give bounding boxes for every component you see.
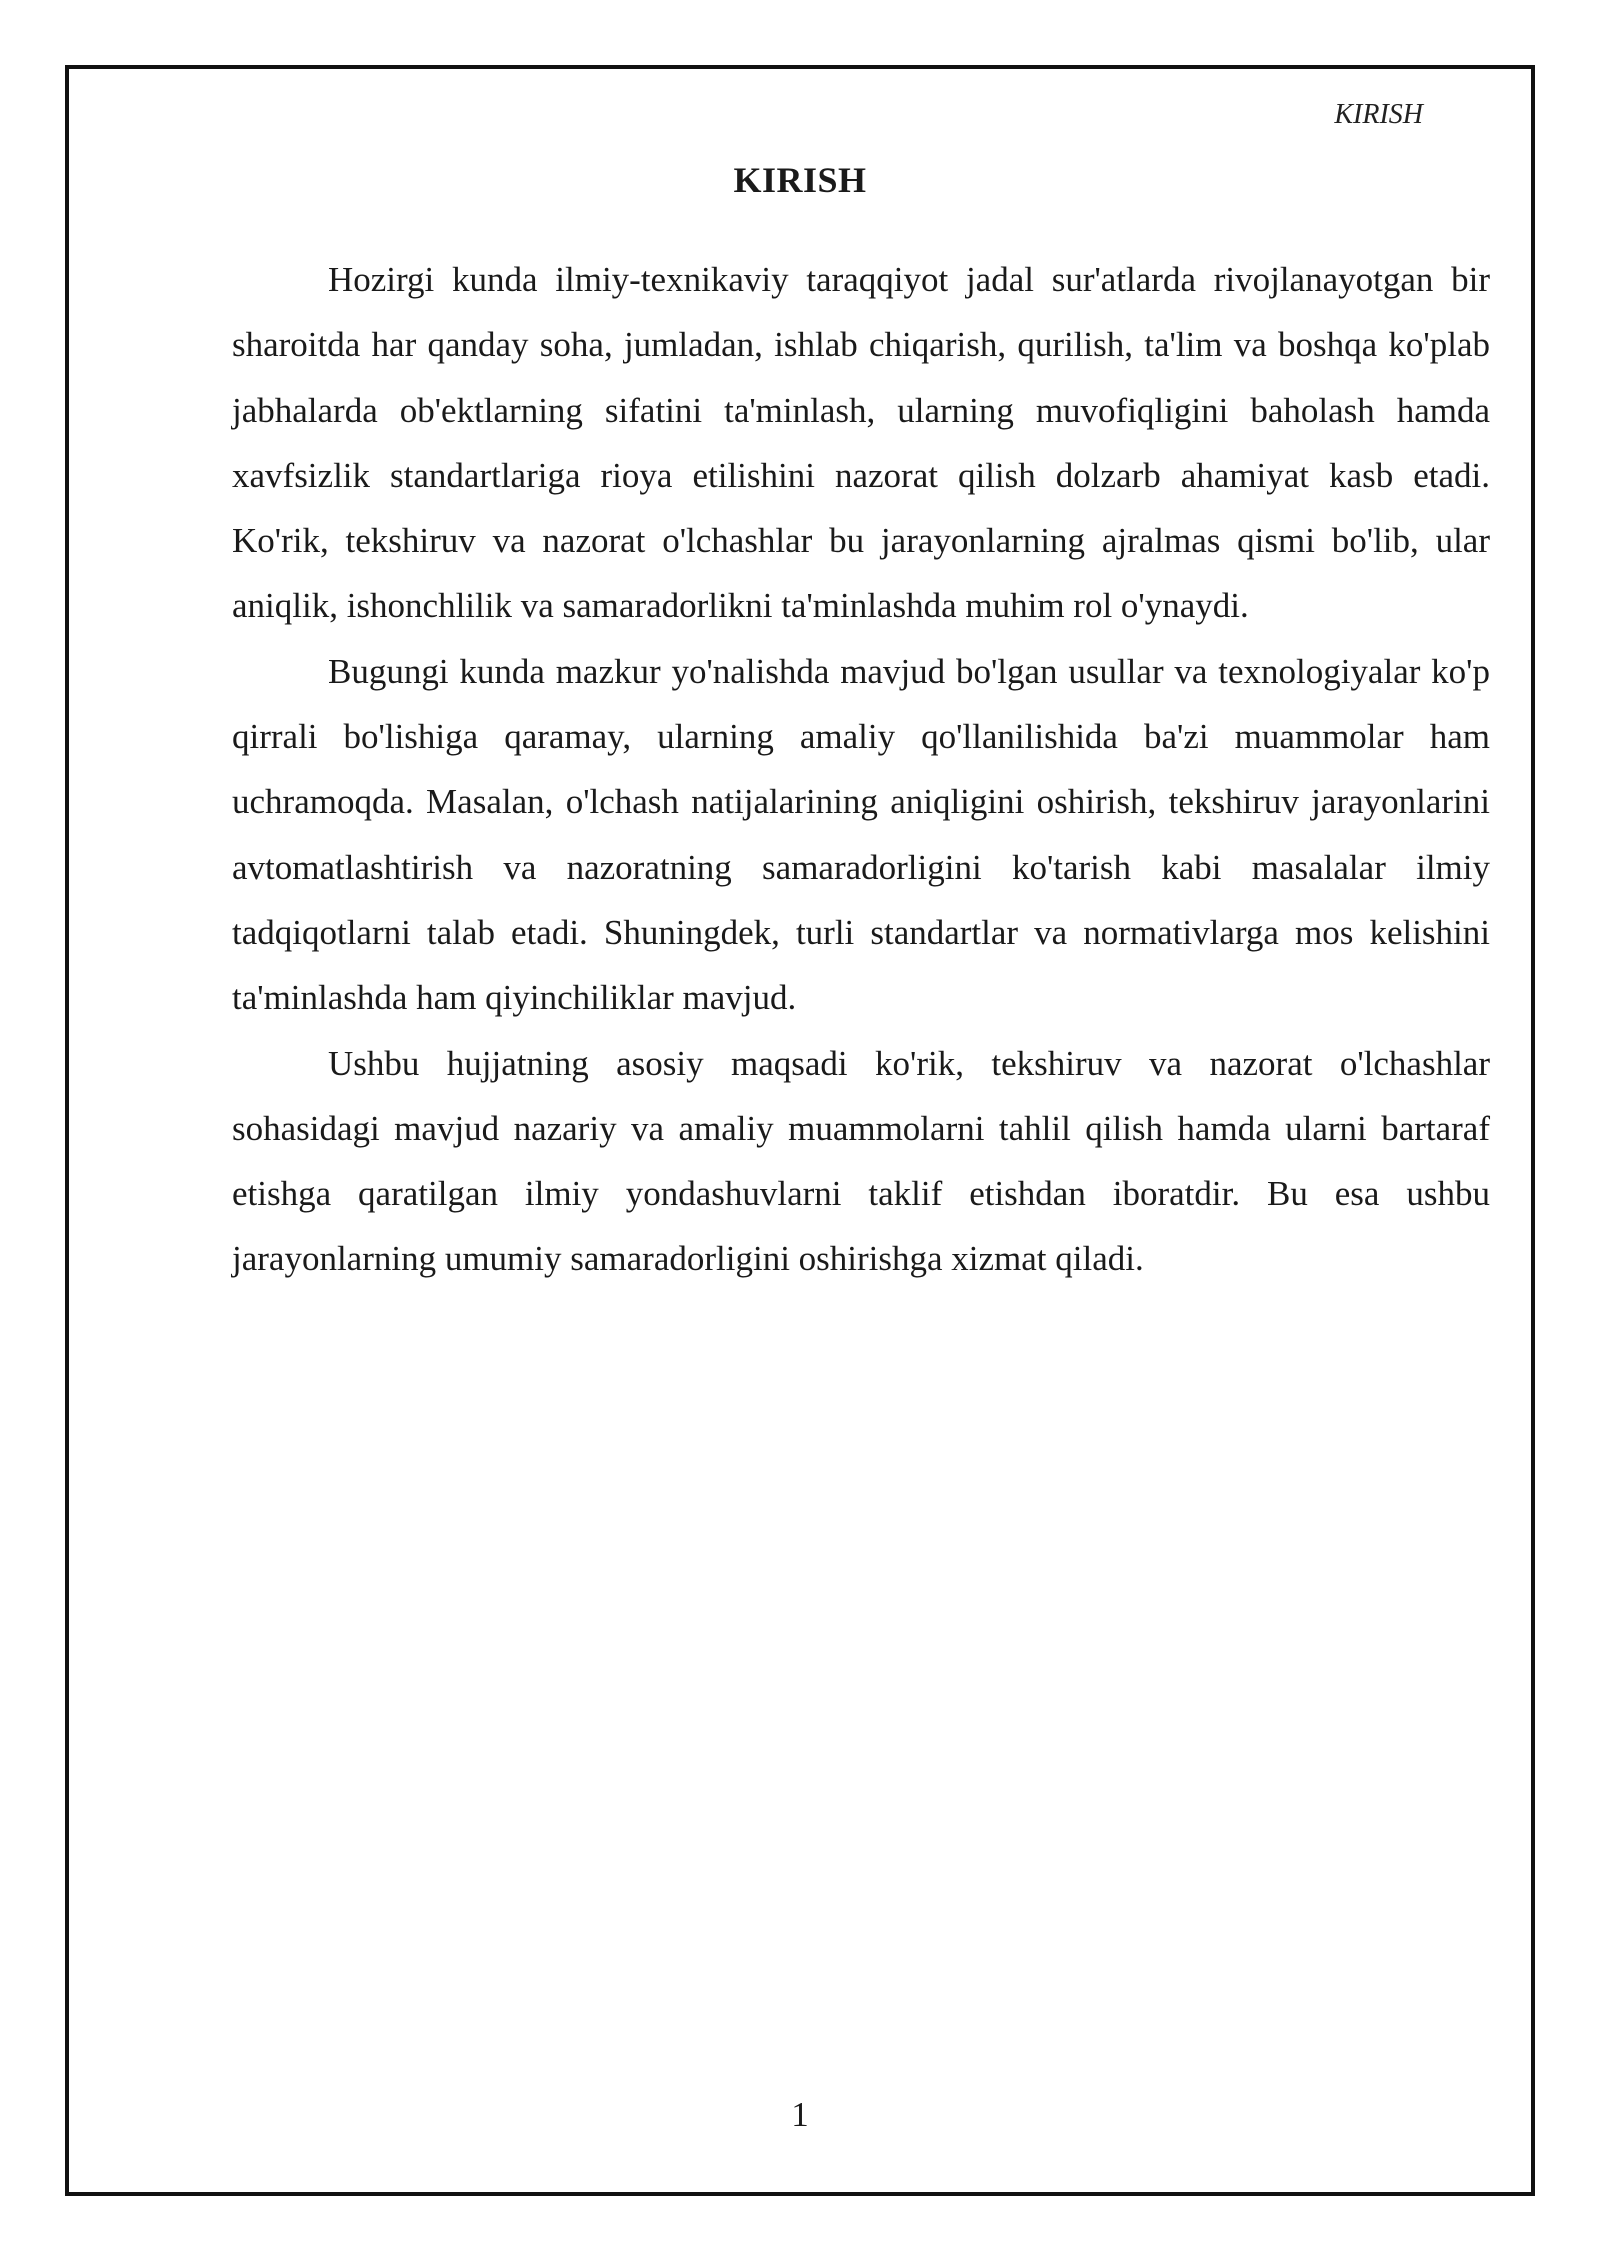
page-number: 1: [791, 2095, 809, 2134]
running-header: KIRISH: [1334, 99, 1423, 130]
paragraph: Hozirgi kunda ilmiy-texnikaviy taraqqiyot jadal sur'atlarda rivojlanayotgan bir sharoitda har qanday soha, jumladan, ishlab chiqarish, qurilish, ta'lim va boshqa ko'plab jabhalarda ob'ektlarning sifatini ta'minlash, ularning muvofiqligini baholash hamda xavfsizlik standartlariga rioya etilishini nazorat qilish dolzarb ahamiyat kasb etadi. Ko'rik, tekshiruv va nazorat o'lchashlar bu jarayonlarning ajralmas qismi bo'lib, ular aniqlik, ishonchlilik va samaradorlikni ta'minlashda muhim rol o'ynaydi.: [232, 260, 1490, 626]
paragraph: Ushbu hujjatning asosiy maqsadi ko'rik, tekshiruv va nazorat o'lchashlar sohasidagi mavjud nazariy va amaliy muammolarni tahlil qilish hamda ularni bartaraf etishga qaratilgan ilmiy yondashuvlarni taklif etishdan iboratdir. Bu esa ushbu jarayonlarning umumiy samaradorligini oshirishga xizmat qiladi.: [232, 1043, 1490, 1279]
page-title: KIRISH: [733, 160, 867, 200]
page-frame: [65, 65, 1535, 2196]
body-text: [232, 247, 1490, 1292]
paragraph: Bugungi kunda mazkur yo'nalishda mavjud bo'lgan usullar va texnologiyalar ko'p qirrali bo'lishiga qaramay, ularning amaliy qo'llanilishida ba'zi muammolar ham uchramoqda. Masalan, o'lchash natijalarining aniqligini oshirish, tekshiruv jarayonlarini avtomatlashtirish va nazoratning samaradorligini ko'tarish kabi masalalar ilmiy tadqiqotlarni talab etadi. Shuningdek, turli standartlar va normativlarga mos kelishini ta'minlashda ham qiyinchiliklar mavjud.: [232, 651, 1490, 1018]
